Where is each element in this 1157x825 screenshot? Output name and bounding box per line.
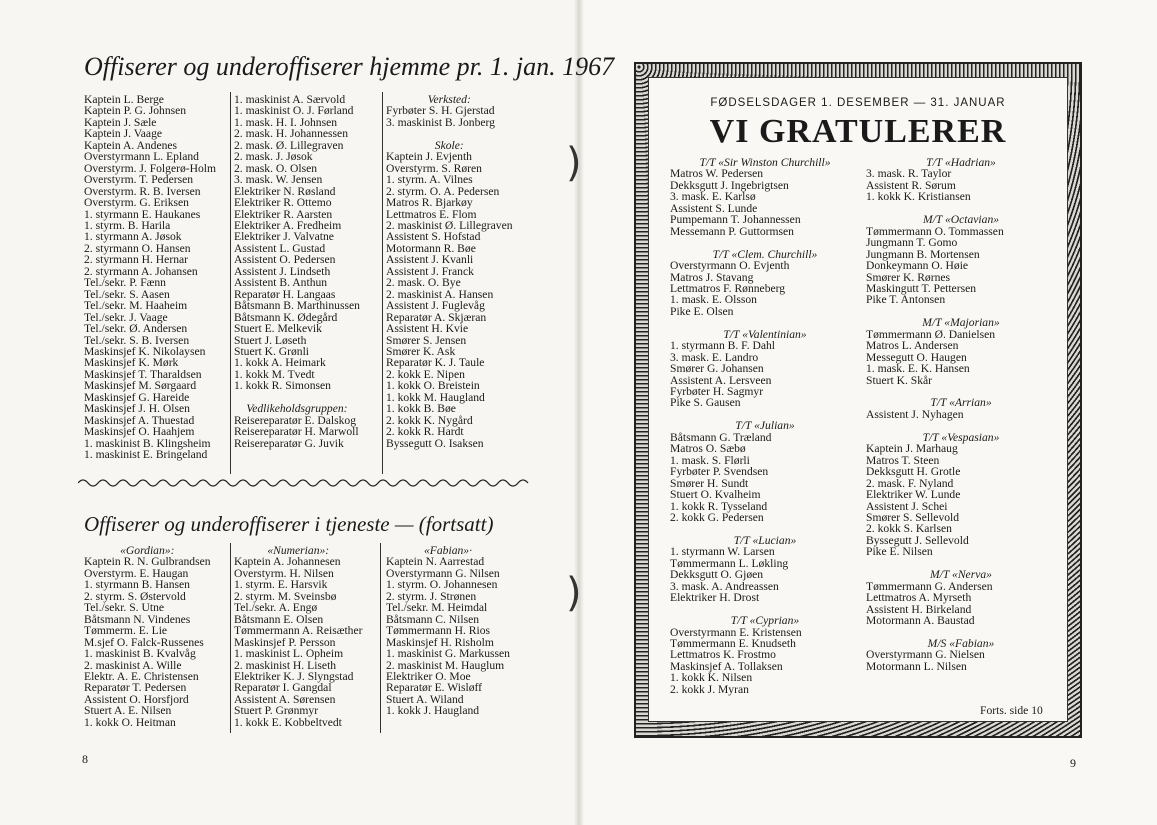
crew-entry: Kaptein A. Andenes (84, 138, 178, 152)
birthday-entry: Pike S. Gausen (670, 396, 741, 410)
birthday-entry: Smører K. Rørnes (866, 270, 951, 284)
crew-entry: Tømmermann H. Rios (386, 624, 491, 638)
birthday-entry: 2. kokk J. Myran (670, 682, 749, 696)
crew-entry: 2. styrmann O. Hansen (84, 241, 191, 255)
crew-entry: Kaptein J. Evjenth (386, 150, 472, 164)
crew-entry: Maskinsjef O. Haahjem (84, 425, 195, 439)
birthday-entry: Tømmermann L. Løkling (670, 556, 789, 570)
crew-entry: Kaptein J. Sæle (84, 115, 157, 129)
ship-heading: M/T «Majorian» (922, 316, 1000, 330)
crew-entry: 2. styrmann A. Johansen (84, 264, 198, 278)
crew-entry: Tel./sekr. M. Heimdal (386, 601, 488, 615)
crew-entry: 1. mask. H. I. Johnsen (234, 115, 338, 129)
crew-entry: 2. styrm. J. Strønen (386, 589, 477, 603)
crew-entry: 1. kokk E. Kobbeltvedt (234, 715, 342, 729)
birthday-entry: 2. kokk G. Pedersen (670, 511, 764, 524)
crew-entry: 2. mask. J. Jøsok (234, 150, 313, 164)
birthday-entry: Pike E. Nilsen (866, 545, 933, 559)
ship-heading: M/T «Octavian» (922, 213, 1000, 227)
crew-entry: Maskinsjef M. Sørgaard (84, 379, 197, 393)
birthday-entry: 1. mask. E. K. Hansen (866, 362, 970, 376)
crew-entry: 1. maskinist G. Markussen (386, 647, 510, 661)
crew-entry: Elektriker J. Valvatne (234, 230, 334, 244)
crew-entry: Kaptein J. Vaage (84, 127, 163, 141)
crew-entry: Kaptein P. G. Johnsen (84, 104, 187, 118)
home-column-2 (234, 94, 360, 449)
staple-top: ) (566, 140, 582, 186)
birthday-entry: Overstyrmann O. Evjenth (670, 259, 790, 273)
crew-entry: Tømmerm. E. Lie (84, 624, 168, 638)
birthday-entry: Lettmatros F. Rønneberg (670, 281, 786, 295)
crew-entry: Assistent S. Hofstad (386, 230, 481, 244)
crew-entry: Båtsmann E. Olsen (234, 612, 324, 626)
birthday-entry: Assistent J. Nyhagen (866, 407, 964, 421)
crew-entry: Tel./sekr. S. Utne (84, 601, 165, 615)
crew-entry: Reparatør A. Skjæran (386, 310, 487, 324)
birthday-entry: Smører H. Sundt (670, 476, 749, 490)
crew-entry: 1. maskinist B. Kvalvåg (84, 647, 196, 661)
crew-entry: 2. styrm. S. Østervold (84, 589, 186, 603)
birthday-entry: Jungmann T. Gomo (866, 236, 958, 250)
group-spacer (670, 237, 860, 248)
crew-entry: 1. kokk B. Bøe (386, 402, 456, 416)
crew-entry: Elektriker R. Aarsten (234, 207, 333, 221)
ship-heading: M/T «Nerva» (930, 568, 992, 582)
birthday-entry: 2. kokk S. Karlsen (866, 522, 952, 536)
crew-entry: Tømmermann A. Reisæther (234, 624, 363, 638)
crew-entry: Matros R. Bjarkøy (386, 196, 473, 210)
crew-entry: Elektriker R. Ottemo (234, 196, 332, 210)
crew-entry: Tel./sekr. S. B. Iversen (84, 333, 190, 347)
crew-entry: Assistent J. Fuglevåg (386, 299, 485, 313)
crew-entry: Overstyrmann L. Epland (84, 150, 199, 164)
crew-entry: Assistent J. Lindseth (234, 264, 331, 278)
birthday-entry: Messemann P. Guttormsen (670, 224, 794, 238)
birthday-entry: Tømmermann Ø. Danielsen (866, 327, 996, 341)
crew-entry: 2. kokk E. Nipen (386, 367, 465, 381)
birthday-entry: Maskingutt T. Pettersen (866, 281, 977, 295)
crew-entry: Maskinsjef A. Thuestad (84, 413, 195, 427)
crew-entry: Elektriker K. J. Slyngstad (234, 669, 354, 683)
birthday-entry: Assistent S. Lunde (670, 201, 758, 215)
crew-entry: Reisereparatør H. Marwoll (234, 425, 359, 439)
congratulations-title: VI GRATULERER (709, 113, 1007, 150)
crew-entry: 1. styrm. A. Vilnes (386, 173, 473, 187)
crew-entry: 2. kokk R. Hardt (386, 425, 464, 439)
page-title-service: Offiserer og underoffiserer i tjeneste — (fortsatt) (84, 512, 494, 536)
crew-entry: Byssegutt O. Isaksen (386, 436, 484, 450)
crew-entry: 2. mask. Ø. Lillegraven (234, 138, 344, 152)
ship-heading: T/T «Hadrian» (926, 156, 996, 169)
birthday-entry: 3. mask. E. Karlsø (670, 190, 756, 204)
crew-entry: Tel./sekr. M. Haaheim (84, 299, 188, 313)
birthday-entry: Fyrbøter P. Svendsen (670, 465, 769, 479)
birthday-entry: 1. mask. E. Olsson (670, 293, 757, 307)
crew-entry: 2. styrm. O. A. Pedersen (386, 184, 500, 198)
birthday-entry: Elektriker H. Drost (670, 591, 760, 605)
crew-entry: 1. maskinist O. J. Førland (234, 104, 354, 118)
crew-entry: Motormann R. Bøe (386, 241, 476, 255)
crew-entry: 2. maskinist Ø. Lillegraven (386, 218, 513, 232)
birthday-column-right (866, 157, 1056, 672)
crew-entry: 3. mask. W. Jensen (234, 173, 323, 187)
crew-entry: Stuert P. Grønmyr (234, 704, 319, 718)
crew-entry: Lettmatros E. Flom (386, 207, 477, 221)
crew-entry: 1. kokk M. Tvedt (234, 367, 315, 381)
crew-entry: Tel./sekr. J. Vaage (84, 310, 168, 324)
crew-entry: Maskinsjef J. H. Olsen (84, 402, 190, 416)
crew-entry: Maskinsjef P. Persson (234, 635, 336, 649)
crew-entry: Assistent A. Sørensen (234, 692, 336, 706)
birthday-entry: 1. kokk K. Nilsen (670, 671, 753, 685)
crew-entry: Kaptein L. Berge (84, 93, 164, 106)
crew-entry: Tel./sekr. P. Fænn (84, 276, 166, 290)
birthday-entry: Stuert K. Skår (866, 373, 933, 387)
birthday-entry: Overstyrmann G. Nielsen (866, 648, 985, 662)
birthday-entry: Båtsmann G. Træland (670, 430, 772, 444)
birthday-entry: Tømmermann G. Andersen (866, 579, 993, 593)
crew-entry: Overstyrm. E. Haugan (84, 566, 189, 580)
birthday-entry: Matros W. Pedersen (670, 167, 764, 181)
crew-entry: 3. maskinist B. Jonberg (386, 115, 495, 129)
crew-entry: Reparatør T. Pedersen (84, 681, 187, 695)
birthday-entry: Pike E. Olsen (670, 304, 734, 318)
crew-entry: 2. maskinist A. Wille (84, 658, 182, 672)
column-divider (382, 92, 383, 474)
crew-entry: Elektriker A. Fredheim (234, 218, 342, 232)
crew-entry: Assistent J. Kvanli (386, 253, 474, 267)
crew-entry: Kaptein R. N. Gulbrandsen (84, 555, 211, 569)
crew-entry: Assistent O. Pedersen (234, 253, 336, 267)
school-heading: Skole: (434, 138, 464, 152)
crew-entry: Elektriker O. Moe (386, 669, 471, 683)
workshop-heading: Verksted: (427, 93, 471, 106)
crew-entry: Stuert E. Melkevik (234, 322, 322, 336)
ship-heading: T/T «Julian» (735, 419, 795, 433)
birthday-entry: Dekksgutt H. Grotle (866, 465, 961, 479)
birthday-entry: 1. kokk K. Kristiansen (866, 190, 971, 204)
birthday-entry: 1. mask. S. Flørli (670, 453, 750, 467)
ship-heading: T/T «Valentinian» (723, 327, 807, 341)
birthday-entry: 3. mask. A. Andreassen (670, 579, 779, 593)
crew-entry: Overstyrm. G. Eriksen (84, 196, 189, 210)
ship-heading: T/T «Arrian» (930, 396, 992, 410)
page-title-home: Offiserer og underoffiserer hjemme pr. 1. jan. 1967 (84, 52, 615, 81)
ship-heading: T/T «Vespasian» (922, 430, 1000, 444)
crew-entry: Maskinsjef H. Risholm (386, 635, 494, 649)
crew-entry: 2. maskinist A. Hansen (386, 287, 494, 301)
crew-entry: Overstyrm. S. Røren (386, 161, 482, 175)
birthday-entry: Donkeymann O. Høie (866, 259, 969, 273)
crew-entry: 2. maskinist M. Hauglum (386, 658, 505, 672)
crew-entry: Tel./sekr. Ø. Andersen (84, 322, 188, 336)
crew-entry: Fyrbøter S. H. Gjerstad (386, 104, 495, 118)
birthday-entry: Assistent A. Lersveen (670, 373, 772, 387)
birthday-entry: Byssegutt J. Sellevold (866, 533, 969, 547)
crew-entry: 1. kokk O. Heitman (84, 715, 176, 729)
birthday-entry: Lettmatros A. Myrseth (866, 591, 972, 605)
birthday-entry: Overstyrmann E. Kristensen (670, 625, 802, 639)
ship-numerian-heading: «Numerian»: (267, 544, 330, 557)
crew-entry: Reparatør E. Wisløff (386, 681, 483, 695)
crew-entry: 1. styrm. B. Harila (84, 218, 171, 232)
birthday-entry: Stuert O. Kvalheim (670, 488, 761, 502)
birthday-entry: Messegutt O. Haugen (866, 350, 967, 364)
birthday-entry: Pumpemann T. Johannessen (670, 213, 801, 227)
column-divider (230, 92, 231, 474)
crew-entry: 1. kokk M. Haugland (386, 390, 485, 404)
page-number-left: 8 (82, 752, 88, 766)
birthday-entry: Lettmatros K. Frostmo (670, 648, 776, 662)
crew-entry: Overstyrm. J. Folgerø-Holm (84, 161, 217, 175)
staple-bottom: ) (566, 570, 582, 616)
birthday-entry: Maskinsjef A. Tollaksen (670, 659, 783, 673)
gordian-crew (84, 545, 211, 728)
fabian-crew (386, 545, 510, 717)
maintenance-group-heading: Vedlikeholdsgruppen: (246, 402, 348, 416)
birthday-entry: 1. styrmann W. Larsen (670, 545, 775, 559)
crew-entry: 1. styrm. O. Johannesen (386, 578, 498, 592)
birthday-entry: Matros T. Steen (866, 453, 940, 467)
ship-fabian-heading: «Fabian»· (424, 544, 472, 557)
crew-entry: 2. mask. O. Olsen (234, 161, 318, 175)
birthday-entry: Pike T. Antonsen (866, 293, 946, 307)
birthday-entry: Kaptein J. Marhaug (866, 442, 958, 456)
ship-gordian-heading: «Gordian»: (120, 544, 175, 557)
birthday-entry: 3. mask. E. Landro (670, 350, 759, 364)
crew-entry: 1. styrmann A. Jøsok (84, 230, 182, 244)
birthday-entry: 2. mask. F. Nyland (866, 476, 954, 490)
birthday-entry: Elektriker W. Lunde (866, 488, 961, 502)
ship-heading: M/S «Fabian» (927, 636, 995, 650)
crew-entry: Maskinsjef T. Tharaldsen (84, 367, 202, 381)
birthday-entry: Tømmermann E. Knudseth (670, 636, 796, 650)
column-divider (230, 543, 231, 733)
home-column-3 (386, 94, 513, 449)
crew-entry: Båtsmann C. Nilsen (386, 612, 480, 626)
crew-entry: Assistent H. Kvie (386, 322, 469, 336)
crew-entry: Maskinsjef K. Nikolaysen (84, 344, 206, 358)
crew-entry: Reparatør K. J. Taule (386, 356, 485, 370)
birthday-subtitle: FØDSELSDAGER 1. DESEMBER — 31. JANUAR (710, 97, 1006, 109)
crew-entry: Båtsmann B. Marthinussen (234, 299, 360, 313)
birthday-entry: Fyrbøter H. Sagmyr (670, 385, 764, 399)
crew-entry: Overstyrmann G. Nilsen (386, 566, 500, 580)
crew-entry: Reisereparatør G. Juvik (234, 436, 344, 450)
crew-entry: Reparatør H. Langaas (234, 287, 336, 301)
crew-entry: 1. maskinist A. Særvold (234, 93, 346, 106)
crew-entry: 2. mask. H. Johannessen (234, 127, 348, 141)
crew-entry: Elektr. A. E. Christensen (84, 669, 199, 683)
crew-entry: 1. kokk O. Breistein (386, 379, 480, 393)
crew-entry: Smører S. Jensen (386, 333, 467, 347)
birthday-entry: Matros L. Andersen (866, 339, 959, 353)
continued-note: Forts. side 10 (980, 704, 1043, 717)
crew-entry: Stuert A. E. Nilsen (84, 704, 172, 718)
crew-entry: Kaptein N. Aarrestad (386, 555, 485, 569)
birthday-column-left (670, 157, 860, 695)
crew-entry: Stuert K. Grønli (234, 344, 310, 358)
birthday-entry: Motormann L. Nilsen (866, 659, 967, 673)
crew-entry: Assistent B. Anthun (234, 276, 328, 290)
birthday-entry: Smører G. Johansen (670, 362, 764, 376)
crew-entry: Overstyrm. H. Nilsen (234, 566, 334, 580)
ship-heading: T/T «Sir Winston Churchill» (699, 156, 831, 169)
birthday-entry: Dekksgutt J. Ingebrigtsen (670, 178, 789, 192)
crew-entry: Maskinsjef K. Mørk (84, 356, 179, 370)
birthday-entry: Jungmann B. Mortensen (866, 247, 980, 261)
crew-entry: 1. styrm. E. Harsvik (234, 578, 328, 592)
crew-entry: Assistent L. Gustad (234, 241, 326, 255)
ship-heading: T/T «Lucian» (733, 533, 797, 547)
crew-entry: 1. kokk J. Haugland (386, 704, 480, 718)
crew-entry: 2. mask. O. Bye (386, 276, 461, 290)
wavy-divider (78, 476, 530, 490)
crew-entry: Overstyrm. T. Pedersen (84, 173, 194, 187)
crew-entry: Tel./sekr. S. Aasen (84, 287, 170, 301)
crew-entry: 1. maskinist L. Opheim (234, 647, 344, 661)
crew-entry: Assistent J. Franck (386, 264, 474, 278)
crew-entry: 1. styrmann B. Hansen (84, 578, 190, 592)
birthday-entry: Smører S. Sellevold (866, 510, 960, 524)
ship-heading: T/T «Clem. Churchill» (712, 247, 818, 261)
crew-entry: Overstyrm. R. B. Iversen (84, 184, 201, 198)
birthday-entry: Dekksgutt O. Gjøen (670, 568, 764, 582)
crew-entry: Kaptein A. Johannesen (234, 555, 341, 569)
birthday-entry: 1. styrmann B. F. Dahl (670, 339, 776, 353)
crew-entry: Tel./sekr. A. Engø (234, 601, 318, 615)
crew-entry: Båtsmann K. Ødegård (234, 310, 338, 324)
crew-entry: Båtsmann N. Vindenes (84, 612, 191, 626)
crew-entry: 2. styrmann H. Hernar (84, 253, 188, 267)
page-number-right: 9 (1070, 756, 1076, 770)
numerian-crew (234, 545, 362, 728)
birthday-entry: Assistent R. Sørum (866, 178, 956, 192)
birthday-entry: Matros J. Stavang (670, 270, 754, 284)
birthday-entry: Matros O. Sæbø (670, 442, 746, 456)
crew-entry: Smører K. Ask (386, 344, 456, 358)
crew-entry: M.sjef O. Falck-Russenes (84, 635, 204, 649)
birthday-entry: Motormann A. Baustad (866, 614, 975, 628)
crew-entry: Stuert A. Wiland (386, 692, 464, 706)
crew-entry: Stuert J. Løseth (234, 333, 307, 347)
crew-entry: Reparatør I. Gangdal (234, 681, 332, 695)
crew-entry: 1. kokk A. Heimark (234, 356, 326, 370)
crew-entry: 1. maskinist E. Bringeland (84, 448, 208, 462)
birthday-entry: Tømmermann O. Tommassen (866, 224, 1004, 238)
birthday-entry: Assistent J. Schei (866, 499, 948, 513)
crew-entry: Assistent O. Horsfjord (84, 692, 189, 706)
home-column-1 (84, 94, 216, 461)
crew-entry: 1. styrmann E. Haukanes (84, 207, 201, 221)
crew-entry: 2. styrm. M. Sveinsbø (234, 589, 337, 603)
crew-entry: Elektriker N. Røsland (234, 184, 336, 198)
crew-entry: 2. maskinist H. Liseth (234, 658, 337, 672)
column-divider (380, 543, 381, 733)
page-gutter (574, 0, 584, 825)
crew-entry: Maskinsjef G. Hareide (84, 390, 190, 404)
ship-heading: T/T «Cyprian» (730, 614, 800, 628)
birthday-entry: Assistent H. Birkeland (866, 602, 972, 616)
crew-entry: 2. kokk K. Nygård (386, 413, 473, 427)
birthday-entry: 1. kokk R. Tysseland (670, 499, 768, 513)
birthday-entry: 3. mask. R. Taylor (866, 167, 952, 181)
crew-entry: Reisereparatør E. Dalskog (234, 413, 357, 427)
crew-entry: 1. maskinist B. Klingsheim (84, 436, 211, 450)
crew-entry: 1. kokk R. Simonsen (234, 379, 331, 393)
